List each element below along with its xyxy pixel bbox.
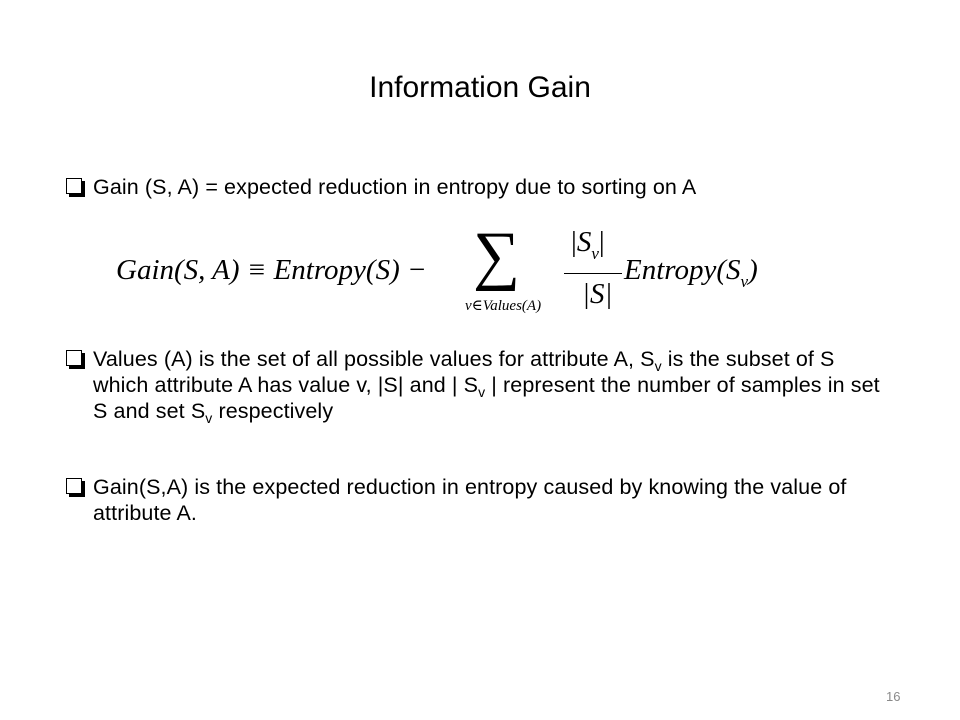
rhs-close: ) [748,254,758,286]
subscript: v [654,358,662,374]
text-segment: respectively [212,399,334,423]
rhs-subscript: v [740,272,749,291]
fraction-numerator [571,226,605,263]
numerator-var: S [576,226,592,258]
text-segment: Values (A) is the set of all possible values for attribute A, S [93,347,655,371]
checkbox-bullet-icon [66,478,82,494]
text-segment: | represent the number of samples in set S and set S [93,373,880,423]
bullet-gain-definition [66,174,896,200]
subscript: v [478,384,486,400]
subscript: v [205,410,213,426]
page-number: 16 [886,689,901,704]
bullet-text: Gain (S, A) = expected reduction in entropy due to sorting on A [93,175,697,199]
text-segment: is the subset of S which attribute A has value v, |S| and | S [93,347,835,397]
fraction-line [564,273,622,274]
slide-title: Information Gain [369,71,591,104]
fraction-denominator: |S| [582,278,613,310]
numerator-subscript: v [591,244,599,263]
bullet-text: Gain(S,A) is the expected reduction in entropy caused by knowing the value of attribute A. [93,475,847,525]
bullet-values-definition [66,346,896,424]
checkbox-bullet-icon [66,350,82,366]
abs-bar: | [598,226,605,258]
rhs-text: Entropy(S [624,254,741,286]
gain-formula [116,220,816,330]
summation-symbol: ∑ [473,219,521,292]
formula-rhs [624,254,758,291]
bullet-text [66,346,896,424]
summation-range: v∈Values(A) [465,298,542,314]
bullet-gain-meaning [66,474,896,526]
formula-lhs: Gain(S, A) ≡ Entropy(S) − [116,254,427,286]
abs-bar: | [571,226,577,258]
checkbox-bullet-icon [66,178,82,194]
